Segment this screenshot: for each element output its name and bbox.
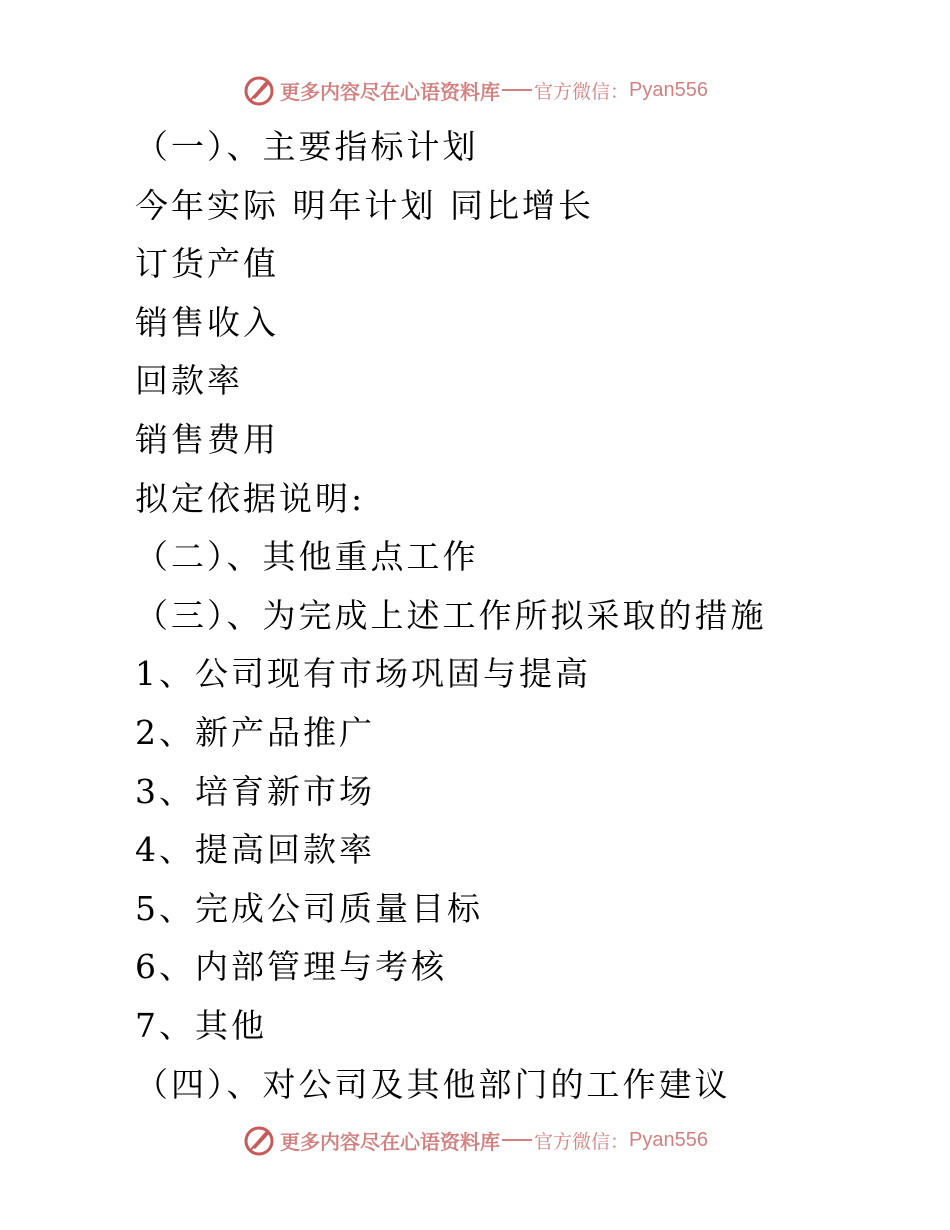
indicator-collection-rate: 回款率 xyxy=(135,361,243,401)
quill-circle-logo-icon xyxy=(242,73,276,107)
list-item: 5、完成公司质量目标 xyxy=(135,888,483,928)
list-item: 2、新产品推广 xyxy=(135,712,375,752)
indicator-order-value: 订货产值 xyxy=(135,244,279,284)
section-heading-4: （四）、对公司及其他部门的工作建议 xyxy=(135,1064,731,1104)
list-item: 7、其他 xyxy=(135,1005,267,1045)
list-item: 3、培育新市场 xyxy=(135,771,375,811)
section-heading-3: （三）、为完成上述工作所拟采取的措施 xyxy=(135,595,767,635)
banner-wechat-id: Pyan556 xyxy=(629,1128,708,1151)
banner-wechat-label: 官方微信： xyxy=(534,1130,630,1153)
banner-wechat-id: Pyan556 xyxy=(629,78,708,101)
banner-brand-text: 更多内容尽在心语资料库 xyxy=(280,1129,500,1154)
indicator-sales-revenue: 销售收入 xyxy=(135,302,279,342)
list-item: 1、公司现有市场巩固与提高 xyxy=(135,654,591,694)
section-heading-1: （一）、主要指标计划 xyxy=(135,127,479,166)
list-item: 6、内部管理与考核 xyxy=(135,947,447,987)
footer-banner xyxy=(0,1120,950,1160)
document-body xyxy=(135,118,915,1114)
banner-dash-divider xyxy=(502,1139,532,1141)
header-banner xyxy=(0,70,950,110)
basis-explanation: 拟定依据说明: xyxy=(135,478,366,518)
banner-brand-text: 更多内容尽在心语资料库 xyxy=(280,79,500,104)
list-item: 4、提高回款率 xyxy=(135,830,375,870)
indicator-sales-expense: 销售费用 xyxy=(135,419,279,459)
section-heading-2: （二）、其他重点工作 xyxy=(135,537,479,577)
banner-wechat-label: 官方微信： xyxy=(534,80,630,103)
table-header-line: 今年实际 明年计划 同比增长 xyxy=(135,185,594,225)
quill-circle-logo-icon xyxy=(242,1123,276,1157)
banner-dash-divider xyxy=(502,89,532,91)
